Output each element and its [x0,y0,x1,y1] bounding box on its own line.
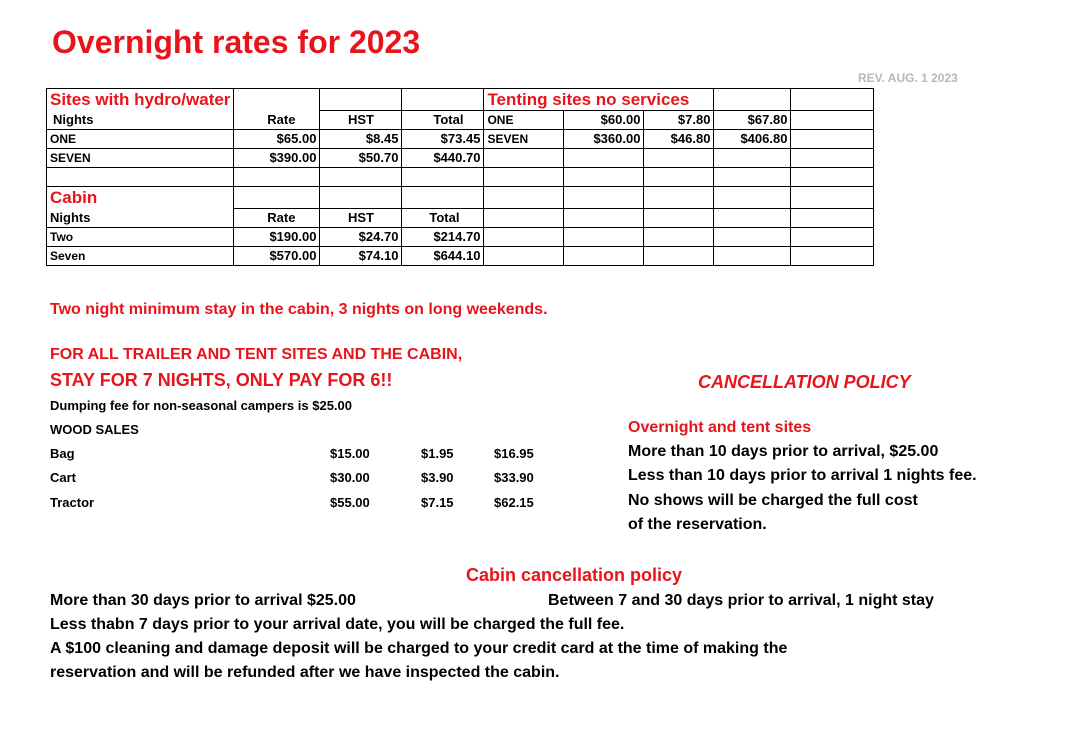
cabin-header-rate: Rate [234,209,320,228]
cabin-cancellation-line-2: Less thabn 7 days prior to your arrival date, you will be charged the full fee. [50,616,625,633]
cancellation-line-4: of the reservation. [628,516,767,533]
wood-hst-bag: $1.95 [421,446,454,461]
hydro-row-one-hst: $8.45 [320,130,402,149]
cabin-header-total: Total [402,209,484,228]
cancellation-line-2: Less than 10 days prior to arrival 1 nights fee. [628,467,977,484]
tenting-row-seven-rate: $360.00 [564,130,644,149]
hydro-row-seven-rate: $390.00 [234,149,320,168]
hydro-header-rate: Rate [234,111,320,130]
cabin-row-seven-total: $644.10 [402,247,484,266]
wood-total-tractor: $62.15 [494,495,534,510]
table-row [47,228,874,247]
cancellation-subtitle: Overnight and tent sites [628,419,812,436]
hydro-title: Sites with hydro/water [47,89,234,111]
dumping-fee-note: Dumping fee for non-seasonal campers is $25.00 [50,398,352,413]
table-row [47,168,874,187]
wood-total-bag: $16.95 [494,446,534,461]
cabin-cancellation-title: Cabin cancellation policy [466,565,683,585]
table-row [47,209,874,228]
cabin-cancellation-line-1-right: Between 7 and 30 days prior to arrival, 1 night stay [548,592,934,609]
cancellation-policy-title: CANCELLATION POLICY [698,372,911,392]
cabin-cancellation-line-3: A $100 cleaning and damage deposit will be charged to your credit card at the time of making the [50,640,788,657]
tenting-row-one-label: ONE [484,111,564,130]
page-title: Overnight rates for 2023 [52,24,421,60]
promo-line-1: FOR ALL TRAILER AND TENT SITES AND THE CABIN, [50,346,463,363]
rates-table [46,88,874,266]
hydro-row-seven-total: $440.70 [402,149,484,168]
wood-item-cart: Cart [50,470,77,485]
wood-hst-cart: $3.90 [421,470,454,485]
cancellation-line-1: More than 10 days prior to arrival, $25.00 [628,443,939,460]
tenting-row-one-total: $67.80 [714,111,791,130]
wood-price-cart: $30.00 [330,470,370,485]
cabin-cancellation-line-4: reservation and will be refunded after we have inspected the cabin. [50,664,560,681]
cancellation-line-3: No shows will be charged the full cost [628,492,918,509]
hydro-row-one-rate: $65.00 [234,130,320,149]
table-row [47,187,874,209]
table-row [47,130,874,149]
wood-hst-tractor: $7.15 [421,495,454,510]
table-row [47,149,874,168]
cabin-row-two-hst: $24.70 [320,228,402,247]
cabin-row-two-label: Two [47,228,234,247]
wood-price-tractor: $55.00 [330,495,370,510]
hydro-header-total: Total [402,111,484,130]
cabin-minimum-note: Two night minimum stay in the cabin, 3 nights on long weekends. [50,301,548,318]
hydro-header-hst: HST [320,111,402,130]
wood-sales-title: WOOD SALES [50,422,139,437]
wood-price-bag: $15.00 [330,446,370,461]
tenting-row-one-hst: $7.80 [644,111,714,130]
table-row [47,89,874,111]
revision-date: REV. AUG. 1 2023 [858,71,958,85]
cabin-title: Cabin [47,187,234,209]
wood-item-tractor: Tractor [50,495,95,510]
cabin-row-seven-rate: $570.00 [234,247,320,266]
tenting-title: Tenting sites no services [484,89,714,111]
table-row [47,111,874,130]
hydro-row-one-total: $73.45 [402,130,484,149]
tenting-row-seven-label: SEVEN [484,130,564,149]
hydro-row-seven-hst: $50.70 [320,149,402,168]
cabin-header-hst: HST [320,209,402,228]
cabin-header-nights: Nights [47,209,234,228]
tenting-row-one-rate: $60.00 [564,111,644,130]
table-row [47,247,874,266]
hydro-row-one-label: ONE [47,130,234,149]
cabin-row-two-total: $214.70 [402,228,484,247]
cabin-row-seven-label: Seven [47,247,234,266]
tenting-row-seven-hst: $46.80 [644,130,714,149]
tenting-row-seven-total: $406.80 [714,130,791,149]
cabin-cancellation-line-1-left: More than 30 days prior to arrival $25.00 [50,592,356,609]
hydro-row-seven-label: SEVEN [47,149,234,168]
cabin-row-two-rate: $190.00 [234,228,320,247]
wood-total-cart: $33.90 [494,470,534,485]
hydro-header-nights: Nights [47,111,234,130]
promo-line-2: STAY FOR 7 NIGHTS, ONLY PAY FOR 6!! [50,370,393,390]
wood-item-bag: Bag [50,446,75,461]
cabin-row-seven-hst: $74.10 [320,247,402,266]
